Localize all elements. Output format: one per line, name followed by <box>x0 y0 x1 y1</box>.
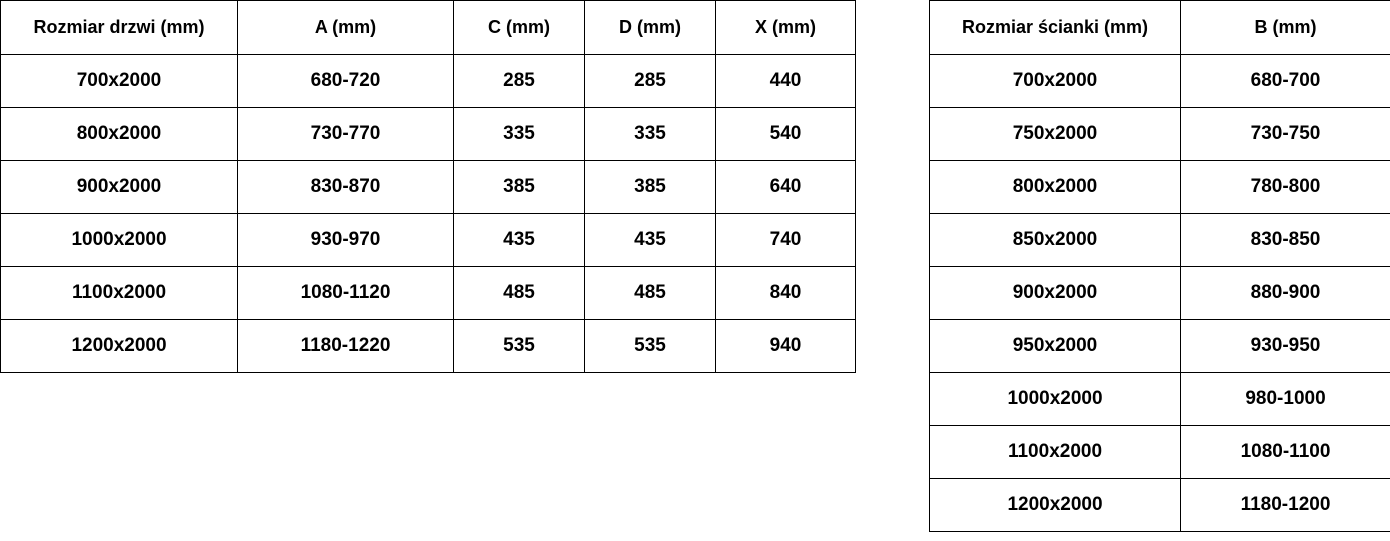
cell-a: 680-720 <box>238 55 454 108</box>
table-row <box>930 161 1390 214</box>
column-header-wall-size: Rozmiar ścianki (mm) <box>930 1 1181 55</box>
wall-table-header <box>930 1 1390 55</box>
cell-d: 385 <box>585 161 716 214</box>
cell-b: 1080-1100 <box>1181 426 1390 479</box>
wall-dimensions-table <box>929 0 1390 532</box>
table-row <box>1 108 856 161</box>
cell-x: 540 <box>716 108 856 161</box>
cell-x: 640 <box>716 161 856 214</box>
column-header-d: D (mm) <box>585 1 716 55</box>
cell-wall-size: 700x2000 <box>930 55 1181 108</box>
table-row <box>1 55 856 108</box>
doors-table-body <box>1 55 856 373</box>
cell-d: 535 <box>585 320 716 373</box>
cell-d: 435 <box>585 214 716 267</box>
column-header-b: B (mm) <box>1181 1 1390 55</box>
table-row <box>930 214 1390 267</box>
cell-c: 535 <box>454 320 585 373</box>
cell-wall-size: 1200x2000 <box>930 479 1181 532</box>
cell-d: 485 <box>585 267 716 320</box>
column-header-x: X (mm) <box>716 1 856 55</box>
table-row <box>930 320 1390 373</box>
doors-table-header <box>1 1 856 55</box>
table-row <box>930 55 1390 108</box>
cell-b: 880-900 <box>1181 267 1390 320</box>
cell-x: 940 <box>716 320 856 373</box>
cell-door-size: 800x2000 <box>1 108 238 161</box>
table-header-row <box>930 1 1390 55</box>
cell-x: 740 <box>716 214 856 267</box>
table-row <box>930 267 1390 320</box>
cell-wall-size: 800x2000 <box>930 161 1181 214</box>
cell-wall-size: 750x2000 <box>930 108 1181 161</box>
cell-door-size: 1100x2000 <box>1 267 238 320</box>
cell-door-size: 1000x2000 <box>1 214 238 267</box>
cell-b: 830-850 <box>1181 214 1390 267</box>
cell-x: 840 <box>716 267 856 320</box>
column-header-door-size: Rozmiar drzwi (mm) <box>1 1 238 55</box>
column-header-a: A (mm) <box>238 1 454 55</box>
doors-dimensions-table <box>0 0 856 373</box>
table-row <box>1 320 856 373</box>
cell-b: 680-700 <box>1181 55 1390 108</box>
cell-wall-size: 900x2000 <box>930 267 1181 320</box>
cell-wall-size: 1100x2000 <box>930 426 1181 479</box>
cell-b: 930-950 <box>1181 320 1390 373</box>
wall-table-body <box>930 55 1390 532</box>
cell-a: 1080-1120 <box>238 267 454 320</box>
cell-door-size: 700x2000 <box>1 55 238 108</box>
table-row <box>1 161 856 214</box>
table-row <box>930 426 1390 479</box>
table-row <box>930 479 1390 532</box>
cell-wall-size: 950x2000 <box>930 320 1181 373</box>
table-header-row <box>1 1 856 55</box>
column-header-c: C (mm) <box>454 1 585 55</box>
cell-c: 485 <box>454 267 585 320</box>
cell-b: 1180-1200 <box>1181 479 1390 532</box>
table-row <box>930 108 1390 161</box>
cell-door-size: 1200x2000 <box>1 320 238 373</box>
cell-c: 335 <box>454 108 585 161</box>
cell-b: 780-800 <box>1181 161 1390 214</box>
table-row <box>1 267 856 320</box>
cell-c: 385 <box>454 161 585 214</box>
cell-c: 285 <box>454 55 585 108</box>
cell-a: 930-970 <box>238 214 454 267</box>
cell-a: 1180-1220 <box>238 320 454 373</box>
table-row <box>930 373 1390 426</box>
cell-c: 435 <box>454 214 585 267</box>
cell-a: 830-870 <box>238 161 454 214</box>
cell-door-size: 900x2000 <box>1 161 238 214</box>
cell-a: 730-770 <box>238 108 454 161</box>
cell-b: 980-1000 <box>1181 373 1390 426</box>
cell-wall-size: 1000x2000 <box>930 373 1181 426</box>
cell-wall-size: 850x2000 <box>930 214 1181 267</box>
cell-b: 730-750 <box>1181 108 1390 161</box>
cell-d: 285 <box>585 55 716 108</box>
table-row <box>1 214 856 267</box>
cell-d: 335 <box>585 108 716 161</box>
cell-x: 440 <box>716 55 856 108</box>
